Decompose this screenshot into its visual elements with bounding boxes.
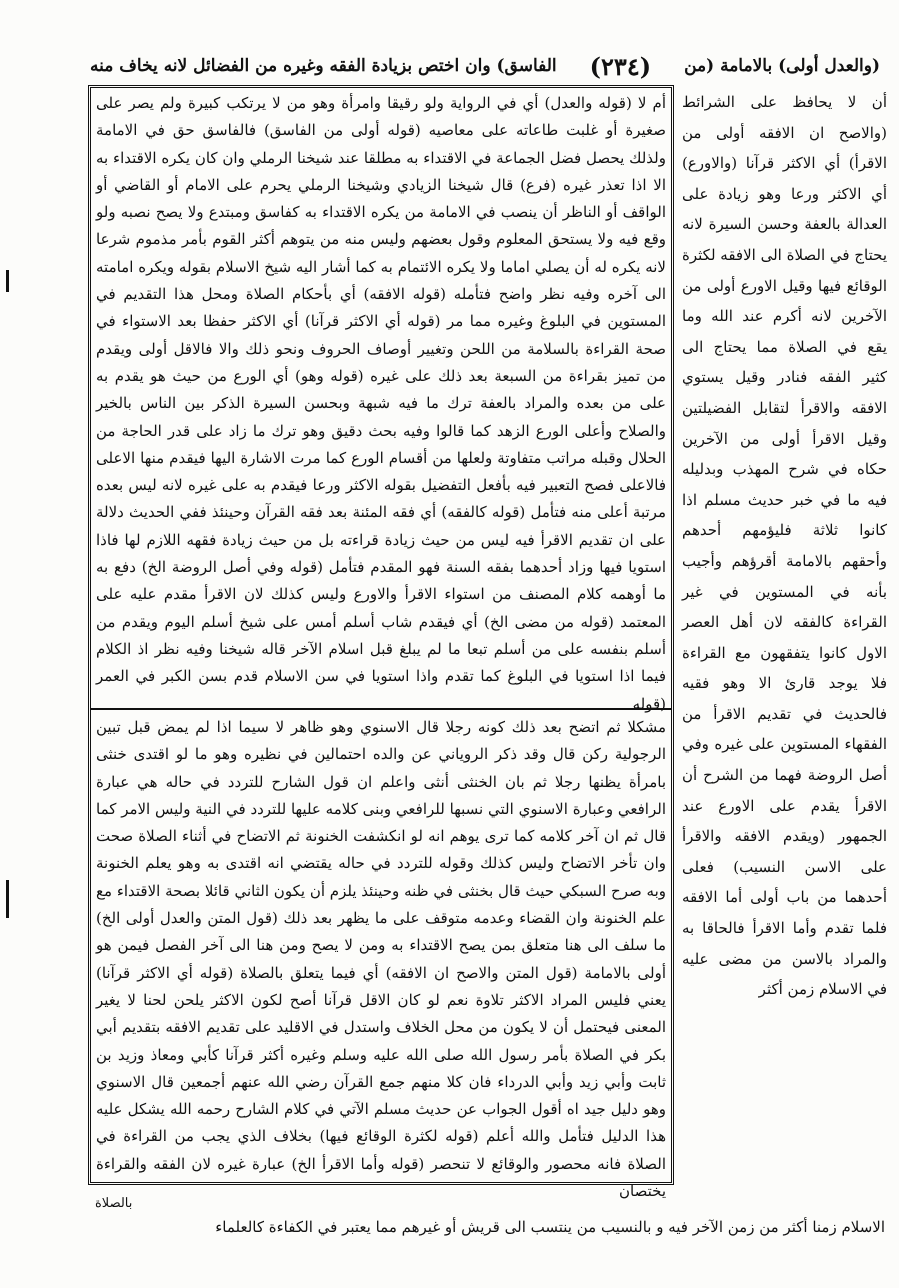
footer-text-line: الاسلام زمنا أكثر من زمن الآخر فيه و بالنسيب من ينتسب الى قريش أو غيرهم مما يعتبر في الكفاءة كالعلماء	[215, 1218, 885, 1236]
lower-commentary	[96, 714, 666, 1201]
scan-edge-mark	[6, 270, 9, 292]
lower-commentary-body: مشكلا ثم اتضح بعد ذلك كونه رجلا قال الاسنوي وهو ظاهر لا سيما اذا لم يمض قبل تبين الرجولية ركن قال وقد ذكر الروياني عن والده احتمالين في نظيره وهو ما لو اقتدى خنثى بامرأة يظنها رجلا ثم بان الخنثى أنثى واعلم ان قول الشارح للتردد في حاله هي عبارة الرافعي وعبارة الاسنوي التي نسبها للرافعي وبنى كلامه عليها للتردد في النية وليس الامر كما قال ثم ان آخر كلامه كما ترى يوهم انه لو انكشفت الخنونة ثم الاتضاح في أثناء الصلاة صحت وان تأخر الاتضاح وليس كذلك وقوله للتردد في حاله يقتضي انه اقتدى به وهو يعلم الخنونة وبه صرح السبكي حيث قال بخنثى في ظنه وحينئذ يلزم أن يكون الثاني قائلا بصحة الاقتداء مع علم الخنونة وان القضاء وعدمه متوقف على ما يظهر بعد ذلك (قول المتن والعدل أولى الخ) ما سلف الى هنا متعلق بمن يصح الاقتداء به ومن لا يصح ومن هنا الى آخر الفصل فيمن هو أولى بالامامة (قول المتن والاصح ان الافقه) أي فيما يتعلق بالصلاة (قوله أي الاكثر قرآنا) يعني فليس المراد الاكثر تلاوة نعم لو كان الاقل قرآنا أصح لكون الاكثر يلحن لحنا لا يغير المعنى فيحتمل أن لا يكون من محل الخلاف واستدل في الاقليد على تقديم الافقه بتقديم أبي بكر في الصلاة بأمر رسول الله صلى الله عليه وسلم وغيره أكثر قرآنا كأبي ومعاذ وزيد بن ثابت وأبي زيد وأبي الدرداء فان كلا منهم جمع القرآن رضي الله عنهم أجمعين قال الاسنوي وهو دليل جيد اه أقول الجواب عن حديث مسلم الآتي في كلام الشارح رحمه الله يشكل عليه هذا الدليل فتأمل والله أعلم (قوله لكثرة الوقائع فيها) بخلاف الذي يجب من القراءة في الصلاة فانه محصور والوقائع لا تنحصر (قوله وأما الاقرأ الخ) عبارة غيره لان الفقه والقراءة يختصان	[96, 718, 666, 1201]
page-number: (٢٣٤)	[589, 51, 652, 81]
header-right-text: (والعدل أولى) بالامامة (من	[684, 56, 880, 76]
catchword: بالصلاة	[95, 1196, 133, 1211]
upper-commentary-body: أم لا (قوله والعدل) أي في الرواية ولو رقيقا وامرأة وهو من لا يرتكب كبيرة ولم يصر على صغيرة أو غلبت طاعاته على معاصيه (قوله أولى من الفاسق) فالفاسق حق في الامامة ولذلك يحصل فضل الجماعة في الاقتداء به مطلقا عند شيخنا الرملي وان كان يكره الاقتداء به الا اذا تعذر غيره (فرع) قال شيخنا الزيادي وشيخنا الرملي يحرم على الامام أو القاضي أو الواقف أو الناظر أن ينصب في الامامة من يكره الاقتداء به كفاسق ومبتدع ولا يصح نصبه ولو وقع فيه ولا يستحق المعلوم وقول بعضهم وليس منه من يتوهم أكثر القوم بأمر مذموم شرعا لانه يكره له أن يصلي اماما ولا يكره الائتمام به كما أشار اليه شيخ الاسلام بقوله ويكره امامته الى آخره وفيه نظر واضح فتأمله (قوله الافقه) أي بأحكام الصلاة ومحل هذا التقديم في المستوين في البلوغ وغيره مما مر (قوله أي الاكثر قرآنا) أي الاكثر حفظا بعد الاستواء في صحة القراءة بالسلامة من اللحن وتغيير أوصاف الحروف ونحو ذلك والا فالاقل أولى ويقدم من تميز بقراءة من السبعة بعد ذلك على غيره (قوله وهو) أي الورع من حيث هو يقدم به على من بعده والمراد بالعفة ترك ما فيه شبهة وبحسن السيرة الذكر بين الناس بالخير والصلاح وأعلى الورع الزهد كما قالوا وفيه بحث دقيق وهو ترك ما زاد على قدر الحاجة من الحلال وقبله مراتب متفاوتة ولعلها من أقسام الورع كما مرت الاشارة اليها فيقدم منها الاعلى فالاعلى فصح التعبير فيه بأفعل التفضيل بقوله الاكثر ورعا فيقدم به على غيره لانه ليس بعده مرتبة أعلى منه فتأمل (قوله كالفقه) أي فقه المئنة بعد فقه القرآن وحينئذ ففي الحديث دلالة على ان تقديم الاقرأ فيه ليس من حيث زيادة قراءته بل من حيث زيادة فقهه اللازم لها فاذا استويا فيها وزاد أحدهما بفقه السنة فهو المقدم فتأمل (قوله وفي أصل الروضة الخ) دفع به ما أوهمه كلام المصنف من استواء الاقرأ والاورع وليس كذلك لان الاقرأ مقدم عليه على المعتمد (قوله من مضى الخ) أي فيقدم شاب أسلم أمس على شيخ أسلم اليوم ويقدم من أسلم بنفسه على من أسلم تبعا ما لم يبلغ قبل اسلام الآخر قاله شيخنا وفيه نظر اذ الكلام فيما اذا استويا في البلوغ كما تقدم واذا استويا في سن الاسلام قدم بسن الكبر في العمر (قوله	[96, 94, 666, 713]
upper-commentary	[96, 90, 666, 713]
margin-main-text	[682, 72, 887, 1222]
scan-edge-mark	[6, 880, 9, 918]
header-middle-text: الفاسق) وان اختص بزيادة الفقه وغيره من الفضائل لانه يخاف منه	[90, 56, 557, 76]
margin-main-text-body: أن لا يحافظ على الشرائط (والاصح ان الافقه أولى من الاقرأ) أي الاكثر قرآنا (والاورع) أي الاكثر ورعا وهو زيادة على العدالة بالعفة وحسن السيرة لانه يحتاج في الصلاة الى الافقه لكثرة الوقائع فيها وقيل الاورع أولى من الآخرين لانه أكرم عند الله وما يقع في الصلاة مما يحتاج الى كثير الفقه فنادر وقيل يستوي الافقه والاقرأ لتقابل الفضيلتين وقيل الاقرأ أولى من الآخرين حكاه في شرح المهذب وبدليله فيه ما في خبر حديث مسلم اذا كانوا ثلاثة فليؤمهم أحدهم وأحقهم بالامامة أقرؤهم وأجيب بأنه في المستوين في غير القراءة كالفقه لان أهل العصر الاول كانوا يتفقهون مع القراءة فلا يوجد قارئ الا وهو فقيه فالحديث في تقديم الاقرأ من الفقهاء المستوين على غيره وفي أصل الروضة فهما من الشرح أن الاقرأ يقدم على الاورع عند الجمهور (ويقدم الافقه والاقرأ على الاسن النسيب) فعلى أحدهما من باب أولى أما الافقه فلما تقدم وأما الاقرأ فالحاقا به والمراد بالاسن من مضى عليه في الاسلام زمن أكثر	[682, 93, 887, 999]
